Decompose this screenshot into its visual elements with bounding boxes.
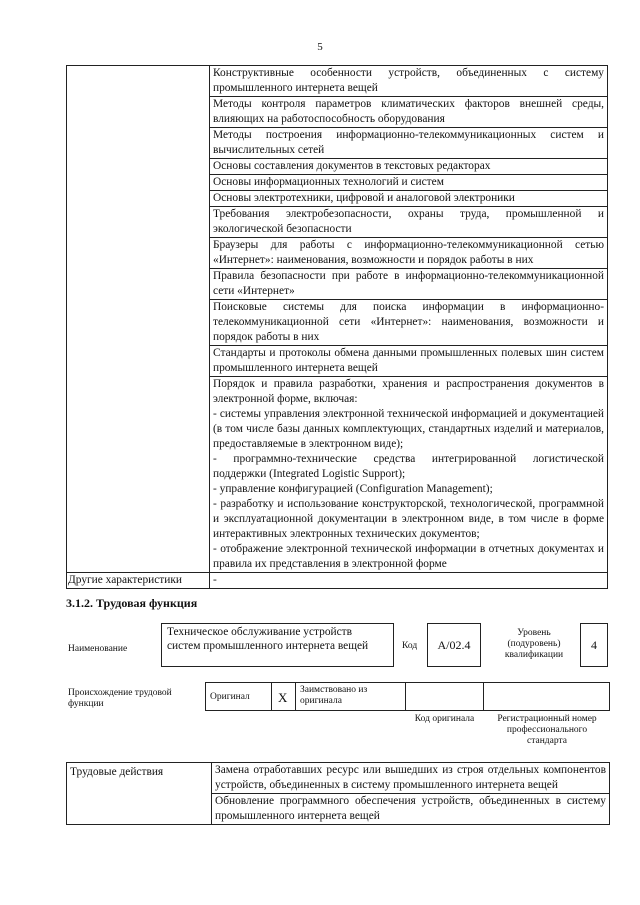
level-label: Уровень (подуровень) квалификации — [504, 628, 564, 660]
page-number: 5 — [317, 41, 323, 53]
knowledge-item: Конструктивные особенности устройств, объединенных с систему промышленного интернета вещей — [210, 66, 608, 97]
code-box — [427, 623, 481, 667]
original-label: Оригинал — [210, 692, 250, 702]
function-name-box — [161, 623, 394, 667]
registration-number-caption: Регистрационный номер профессионального стандарта — [497, 714, 597, 746]
documents-bullet: - системы управления электронной технической информацией и документацией (в том числе базы данных комплектующих, стандартных изделий и материалов, предоставляемые в электронном виде); — [213, 408, 604, 450]
knowledge-label-cell — [67, 66, 210, 573]
origin-label: Происхождение трудовой функции — [68, 688, 172, 709]
section-heading: 3.1.2. Трудовая функция — [66, 596, 198, 610]
documents-bullet: - программно-технические средства интегрированной логистической поддержки (Integrated Logistic Support); — [213, 453, 604, 480]
origin-divider — [405, 682, 406, 711]
other-characteristics-value: - — [210, 573, 608, 589]
labor-action-item: Замена отработавших ресурс или вышедших из строя отдельных компонентов устройств, объединенных в систему промышленного интернета вещей — [212, 763, 610, 794]
function-name-value: Техническое обслуживание устройств систем промышленного интернета вещей — [167, 626, 369, 652]
knowledge-item: Основы информационных технологий и систем — [210, 175, 608, 191]
table-row — [67, 66, 608, 97]
labor-actions-table — [66, 762, 610, 825]
knowledge-item: Основы составления документов в текстовых редакторах — [210, 159, 608, 175]
origin-box — [205, 682, 610, 711]
code-label: Код — [402, 641, 418, 651]
origin-divider — [295, 682, 296, 711]
origin-divider — [483, 682, 484, 711]
origin-divider — [271, 682, 272, 711]
level-box — [580, 623, 608, 667]
level-value: 4 — [591, 638, 597, 652]
knowledge-item: Методы контроля параметров климатических факторов внешней среды, влияющих на работоспособность оборудования — [210, 97, 608, 128]
borrowed-label: Заимствовано из оригинала — [300, 685, 368, 706]
knowledge-item: Браузеры для работы с информационно-телекоммуникационной сетью «Интернет»: наименования, возможности и порядок работы в них — [210, 238, 608, 269]
knowledge-item: Правила безопасности при работе в информационно-телекоммуникационной сети «Интернет» — [210, 269, 608, 300]
labor-actions-label: Трудовые действия — [67, 763, 212, 825]
other-characteristics-label: Другие характеристики — [67, 573, 210, 589]
code-value: A/02.4 — [437, 638, 471, 652]
documents-bullet: - разработку и использование конструкторской, технологической, программной и эксплуатационной документации в электронном виде, в том числе в форме интерактивных электронных технических документов; — [213, 498, 604, 540]
code-original-caption: Код оригинала — [414, 714, 475, 724]
labor-action-item: Обновление программного обеспечения устройств, объединенных в систему промышленного интернета вещей — [212, 794, 610, 825]
table-row — [67, 763, 610, 794]
knowledge-item-documents — [210, 377, 608, 573]
table-row — [67, 573, 608, 589]
knowledge-item: Стандарты и протоколы обмена данными промышленных полевых шин систем промышленного интернета вещей — [210, 346, 608, 377]
documents-bullet: - управление конфигурацией (Configuration Management); — [213, 483, 493, 495]
knowledge-item: Поисковые системы для поиска информации в информационно-телекоммуникационной сети «Интернет»: наименования, возможности и порядок работы в них — [210, 300, 608, 346]
knowledge-item: Требования электробезопасности, охраны труда, промышленной и экологической безопасности — [210, 207, 608, 238]
name-label: Наименование — [68, 644, 128, 654]
knowledge-item: Методы построения информационно-телекоммуникационных систем и вычислительных сетей — [210, 128, 608, 159]
original-mark: X — [278, 690, 288, 705]
knowledge-item: Основы электротехники, цифровой и аналоговой электроники — [210, 191, 608, 207]
knowledge-table — [66, 65, 608, 589]
documents-bullet: - отображение электронной технической информации в отчетных документах и правила их представления в электронной форме — [213, 543, 604, 570]
documents-intro: Порядок и правила разработки, хранения и распространения документов в электронной форме, включая: — [213, 378, 604, 405]
